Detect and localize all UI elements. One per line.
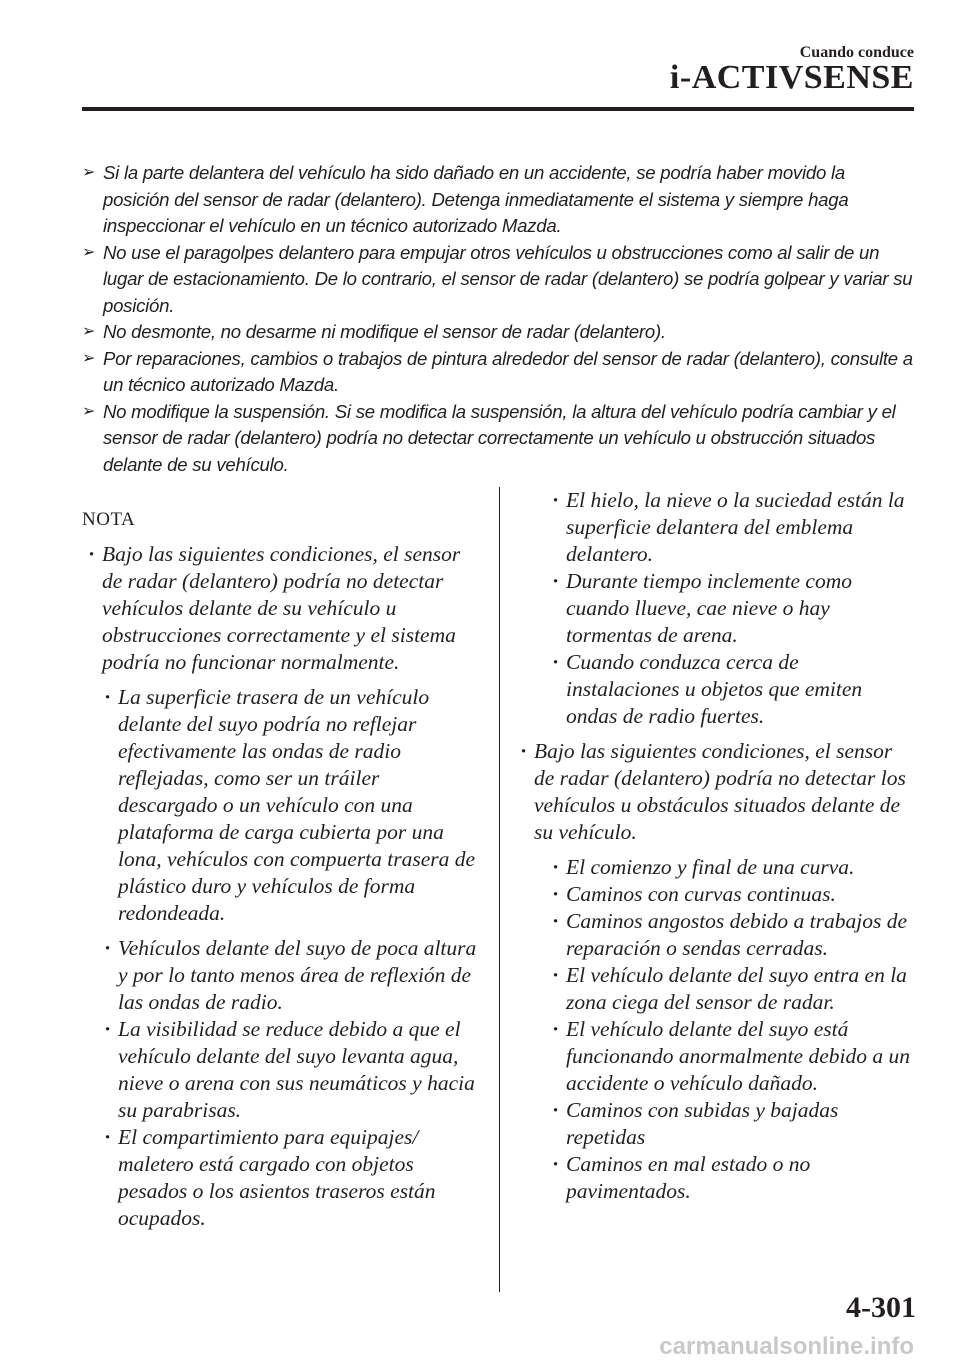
bullet-dot-icon: · <box>104 685 112 709</box>
column-divider <box>499 487 500 1292</box>
condition-item: · Vehículos delante del suyo de poca altura y por lo tanto menos área de reflexión de las ondas de radio. <box>104 936 477 1014</box>
bullet-dot-icon: · <box>552 488 560 512</box>
warning-text: No modifique la suspensión. Si se modifica la suspensión, la altura del vehículo podría cambiar y el sensor de radar (delantero) podría no detectar correctamente un vehículo u obstrucción situados delante de su vehículo. <box>103 400 896 475</box>
condition-item: · Cuando conduzca cerca de instalaciones u objetos que emiten ondas de radio fuertes. <box>552 650 863 728</box>
warning-item <box>82 240 916 320</box>
bullet-dot-icon: · <box>88 542 96 566</box>
bullet-dot-icon: · <box>520 739 528 763</box>
bullet-dot-icon: · <box>552 650 560 674</box>
watermark: carmanualsonline.info <box>659 1333 914 1360</box>
section-title: Cuando conduce <box>799 44 914 61</box>
note-intro: · Bajo las siguientes condiciones, el sensor de radar (delantero) podría no detectar los vehículos u obstáculos situados delante de su vehículo. <box>520 739 906 844</box>
warning-text: No use el paragolpes delantero para empujar otros vehículos u obstrucciones como al salir de un lugar de estacionamiento. De lo contrario, el sensor de radar (delantero) se podría golpear y variar su posición. <box>103 241 913 316</box>
bullet-dot-icon: · <box>552 963 560 987</box>
condition-item: · El comienzo y final de una curva. <box>552 855 855 879</box>
bullet-dot-icon: · <box>552 1017 560 1041</box>
header-divider <box>82 107 914 111</box>
arrow-bullet-icon: ➢ <box>82 349 96 367</box>
note-title: NOTA <box>82 509 136 530</box>
arrow-bullet-icon: ➢ <box>82 402 96 420</box>
bullet-dot-icon: · <box>104 1125 112 1149</box>
warning-item <box>82 399 916 479</box>
note-column-left <box>82 500 482 1232</box>
warning-text: Por reparaciones, cambios o trabajos de pintura alrededor del sensor de radar (delantero), consulte a un técnico autorizado Mazda. <box>103 347 913 395</box>
condition-item: · El compartimiento para equipajes/ maletero está cargado con objetos pesados o los asientos traseros están ocupados. <box>104 1125 436 1230</box>
condition-item: · Caminos angostos debido a trabajos de reparación o sendas cerradas. <box>552 909 908 960</box>
bullet-dot-icon: · <box>552 569 560 593</box>
arrow-bullet-icon: ➢ <box>82 243 96 261</box>
condition-item: · Caminos con curvas continuas. <box>552 882 836 906</box>
arrow-bullet-icon: ➢ <box>82 164 96 181</box>
bullet-dot-icon: · <box>552 1152 560 1176</box>
bullet-dot-icon: · <box>104 1017 112 1041</box>
condition-item: · Durante tiempo inclemente como cuando llueve, cae nieve o hay tormentas de arena. <box>552 569 852 647</box>
arrow-bullet-icon: ➢ <box>82 323 96 340</box>
bullet-dot-icon: · <box>552 1098 560 1122</box>
chapter-title: i-ACTIVSENSE <box>669 59 914 96</box>
bullet-dot-icon: · <box>552 882 560 906</box>
condition-item: · El vehículo delante del suyo está funcionando anormalmente debido a un accidente o vehículo dañado. <box>552 1017 910 1095</box>
condition-item: · El vehículo delante del suyo entra en la zona ciega del sensor de radar. <box>552 963 907 1014</box>
condition-item: · El hielo, la nieve o la suciedad están la superficie delantera del emblema delantero. <box>552 488 905 566</box>
warning-list <box>82 160 916 478</box>
bullet-dot-icon: · <box>552 909 560 933</box>
warning-text: Si la parte delantera del vehículo ha sido dañado en un accidente, se podría haber movido la posición del sensor de radar (delantero). Detenga inmediatamente el sistema y siempre haga inspeccionar el vehículo en un técnico autorizado Mazda. <box>103 162 849 236</box>
bullet-dot-icon: · <box>104 936 112 960</box>
condition-item: · Caminos con subidas y bajadas repetidas <box>552 1098 839 1149</box>
warning-text: No desmonte, no desarme ni modifique el sensor de radar (delantero). <box>103 321 666 342</box>
page-number: 4-301 <box>846 1291 916 1324</box>
note-column-right <box>520 487 916 1205</box>
condition-item: · Caminos en mal estado o no pavimentados. <box>552 1152 811 1203</box>
condition-item: · La superficie trasera de un vehículo delante del suyo podría no reflejar efectivamente las ondas de radio reflejadas, como ser un tráiler descargado o un vehículo con una plataforma de carga cubierta por una lona, vehículos con compuerta trasera de plástico duro y vehículos de forma redondeada. <box>104 685 476 925</box>
note-intro: · Bajo las siguientes condiciones, el sensor de radar (delantero) podría no detectar vehículos delante de su vehículo u obstrucciones correctamente y el sistema podría no funcionar normalmente. <box>88 542 461 674</box>
warning-item <box>82 346 916 399</box>
warning-item <box>82 160 916 240</box>
warning-item <box>82 319 916 346</box>
bullet-dot-icon: · <box>552 855 560 879</box>
condition-item: · La visibilidad se reduce debido a que el vehículo delante del suyo levanta agua, nieve o arena con sus neumáticos y hacia su parabrisas. <box>104 1017 475 1122</box>
